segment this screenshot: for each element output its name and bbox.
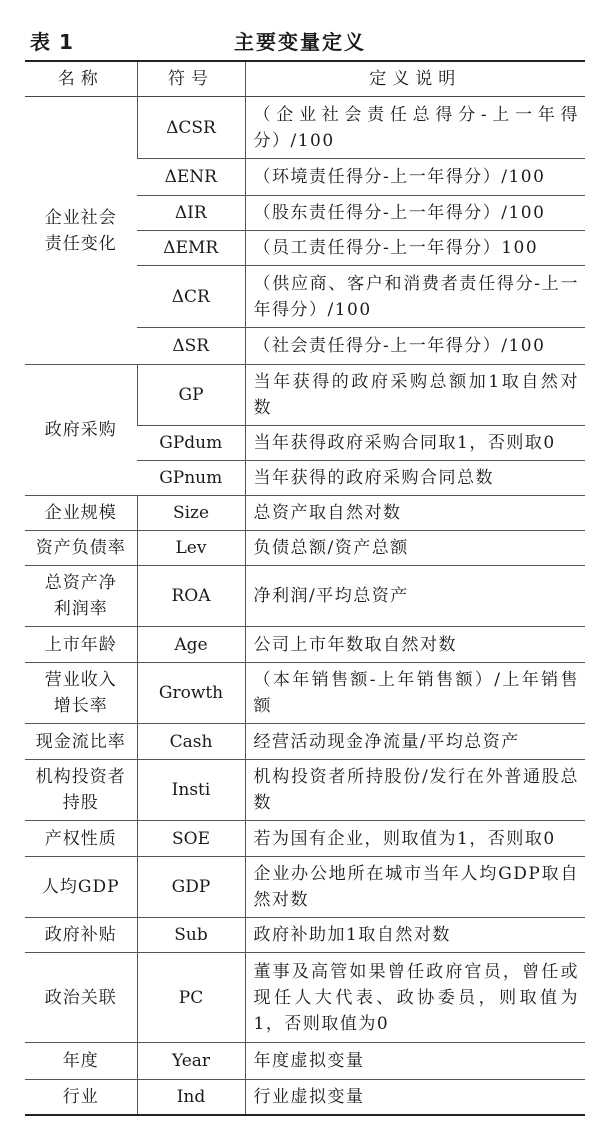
symbol-cell: ΔENR bbox=[137, 159, 245, 196]
table-row bbox=[25, 97, 585, 159]
definition-cell: 若为国有企业，则取值为1，否则取0 bbox=[245, 821, 585, 857]
table-row bbox=[25, 531, 585, 566]
name-cell bbox=[25, 663, 137, 724]
definition-cell: 机构投资者所持股份/发行在外普通股总数 bbox=[245, 760, 585, 821]
name-cell bbox=[25, 760, 137, 821]
name-cell: 行业 bbox=[25, 1080, 137, 1116]
table-row bbox=[25, 663, 585, 724]
table-row bbox=[25, 1080, 585, 1116]
definition-cell: 公司上市年数取自然对数 bbox=[245, 627, 585, 663]
symbol-cell: GP bbox=[137, 365, 245, 426]
table-row bbox=[25, 760, 585, 821]
definition-cell: 总资产取自然对数 bbox=[245, 496, 585, 531]
name-label: 营业收入增长率 bbox=[44, 670, 117, 716]
symbol-cell: ΔCR bbox=[137, 266, 245, 328]
symbol-cell: Lev bbox=[137, 531, 245, 566]
symbol-cell: SOE bbox=[137, 821, 245, 857]
table-row bbox=[25, 821, 585, 857]
name-cell: 年度 bbox=[25, 1043, 137, 1080]
name-cell: 人均GDP bbox=[25, 857, 137, 918]
symbol-cell: ΔEMR bbox=[137, 231, 245, 266]
group-label: 企业社会责任变化 bbox=[44, 207, 117, 254]
definition-cell: （本年销售额-上年销售额）/上年销售额 bbox=[245, 663, 585, 724]
definition-cell: 当年获得政府采购合同取1，否则取0 bbox=[245, 426, 585, 461]
symbol-cell: ΔCSR bbox=[137, 97, 245, 159]
definition-cell: 行业虚拟变量 bbox=[245, 1080, 585, 1116]
name-label: 总资产净利润率 bbox=[44, 573, 117, 619]
table-row bbox=[25, 857, 585, 918]
group-name-gp: 政府采购 bbox=[25, 365, 137, 496]
symbol-cell: Cash bbox=[137, 724, 245, 760]
definition-cell: （员工责任得分-上一年得分）100 bbox=[245, 231, 585, 266]
table-title: 主要变量定义 bbox=[234, 30, 366, 54]
definition-cell: 当年获得的政府采购合同总数 bbox=[245, 461, 585, 496]
table-row bbox=[25, 566, 585, 627]
variable-definition-table bbox=[25, 60, 585, 1116]
name-label: 机构投资者持股 bbox=[35, 767, 126, 813]
definition-cell: 董事及高管如果曾任政府官员，曾任或现任人大代表、政协委员，则取值为1，否则取值为0 bbox=[245, 953, 585, 1043]
definition-cell: 政府补助加1取自然对数 bbox=[245, 918, 585, 953]
name-cell: 上市年龄 bbox=[25, 627, 137, 663]
symbol-cell: Sub bbox=[137, 918, 245, 953]
symbol-cell: Insti bbox=[137, 760, 245, 821]
definition-cell: （企业社会责任总得分-上一年得分）/100 bbox=[245, 97, 585, 159]
symbol-cell: ΔIR bbox=[137, 196, 245, 231]
table-row bbox=[25, 496, 585, 531]
table-row bbox=[25, 365, 585, 426]
definition-cell: 当年获得的政府采购总额加1取自然对数 bbox=[245, 365, 585, 426]
symbol-cell: GPdum bbox=[137, 426, 245, 461]
symbol-cell: Ind bbox=[137, 1080, 245, 1116]
symbol-cell: ΔSR bbox=[137, 328, 245, 365]
definition-cell: 企业办公地所在城市当年人均GDP取自然对数 bbox=[245, 857, 585, 918]
symbol-cell: GDP bbox=[137, 857, 245, 918]
symbol-cell: Year bbox=[137, 1043, 245, 1080]
symbol-cell: Age bbox=[137, 627, 245, 663]
definition-cell: （股东责任得分-上一年得分）/100 bbox=[245, 196, 585, 231]
definition-cell: （供应商、客户和消费者责任得分-上一年得分）/100 bbox=[245, 266, 585, 328]
definition-cell: 净利润/平均总资产 bbox=[245, 566, 585, 627]
table-row bbox=[25, 724, 585, 760]
definition-cell: 经营活动现金净流量/平均总资产 bbox=[245, 724, 585, 760]
table-number: 表 1 bbox=[30, 30, 74, 54]
group-name-csr bbox=[25, 97, 137, 365]
symbol-cell: Growth bbox=[137, 663, 245, 724]
header-name: 名称 bbox=[25, 61, 137, 97]
name-cell: 政府补贴 bbox=[25, 918, 137, 953]
name-cell: 政治关联 bbox=[25, 953, 137, 1043]
name-cell: 企业规模 bbox=[25, 496, 137, 531]
definition-cell: （环境责任得分-上一年得分）/100 bbox=[245, 159, 585, 196]
symbol-cell: ROA bbox=[137, 566, 245, 627]
table-row bbox=[25, 1043, 585, 1080]
table-row bbox=[25, 918, 585, 953]
definition-cell: 负债总额/资产总额 bbox=[245, 531, 585, 566]
name-cell: 产权性质 bbox=[25, 821, 137, 857]
name-cell: 现金流比率 bbox=[25, 724, 137, 760]
symbol-cell: Size bbox=[137, 496, 245, 531]
table-header-row bbox=[25, 61, 585, 97]
symbol-cell: GPnum bbox=[137, 461, 245, 496]
table-caption bbox=[0, 0, 600, 60]
definition-cell: （社会责任得分-上一年得分）/100 bbox=[245, 328, 585, 365]
table-row bbox=[25, 627, 585, 663]
header-definition: 定义说明 bbox=[245, 61, 585, 97]
table-row bbox=[25, 953, 585, 1043]
name-cell bbox=[25, 566, 137, 627]
name-cell: 资产负债率 bbox=[25, 531, 137, 566]
header-symbol: 符号 bbox=[137, 61, 245, 97]
symbol-cell: PC bbox=[137, 953, 245, 1043]
definition-cell: 年度虚拟变量 bbox=[245, 1043, 585, 1080]
